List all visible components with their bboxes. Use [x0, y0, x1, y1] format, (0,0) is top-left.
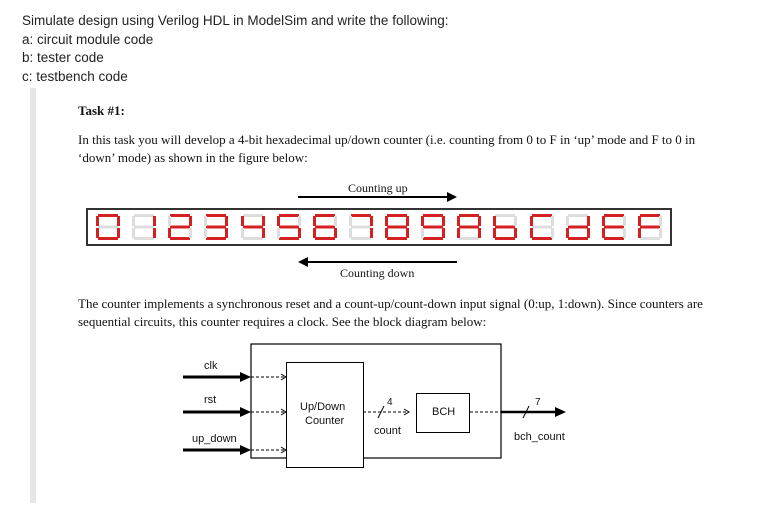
counting-up-label: Counting up — [348, 181, 408, 195]
intro-line-4: c: testbench code — [22, 68, 128, 84]
rst-label: rst — [204, 394, 217, 406]
task-paragraph-1: In this task you will develop a 4-bit hexadecimal up/down counter (i.e. counting from 0 to F in ‘up’ mode and F to 0 in ‘down’ mode) as shown in the figure below: — [78, 132, 696, 165]
task-title: Task #1: — [78, 103, 125, 118]
intro-line-3: b: tester code — [22, 50, 104, 65]
intro-line-1: Simulate design using Verilog HDL in ModelSim and write the following: — [22, 13, 449, 28]
intro-line-2: a: circuit module code — [22, 31, 154, 47]
bch-count-label: bch_count — [514, 431, 565, 443]
bch-label: BCH — [432, 406, 456, 418]
task-paragraph-2: The counter implements a synchronous reset and a count-up/count-down input signal (0:up, 1:down). Since counters are sequential circuits, this counter requires a clock. See the block diagram below: — [78, 296, 703, 329]
clk-label: clk — [204, 360, 218, 372]
count-width-label: 4 — [387, 397, 393, 408]
counting-down-label: Counting down — [340, 266, 415, 280]
counter-label-line1: Up/Down — [300, 401, 346, 413]
counter-label-line2: Counter — [305, 415, 345, 427]
up-down-label: up_down — [192, 433, 237, 445]
output-width-label: 7 — [535, 397, 541, 408]
count-label: count — [374, 425, 401, 437]
